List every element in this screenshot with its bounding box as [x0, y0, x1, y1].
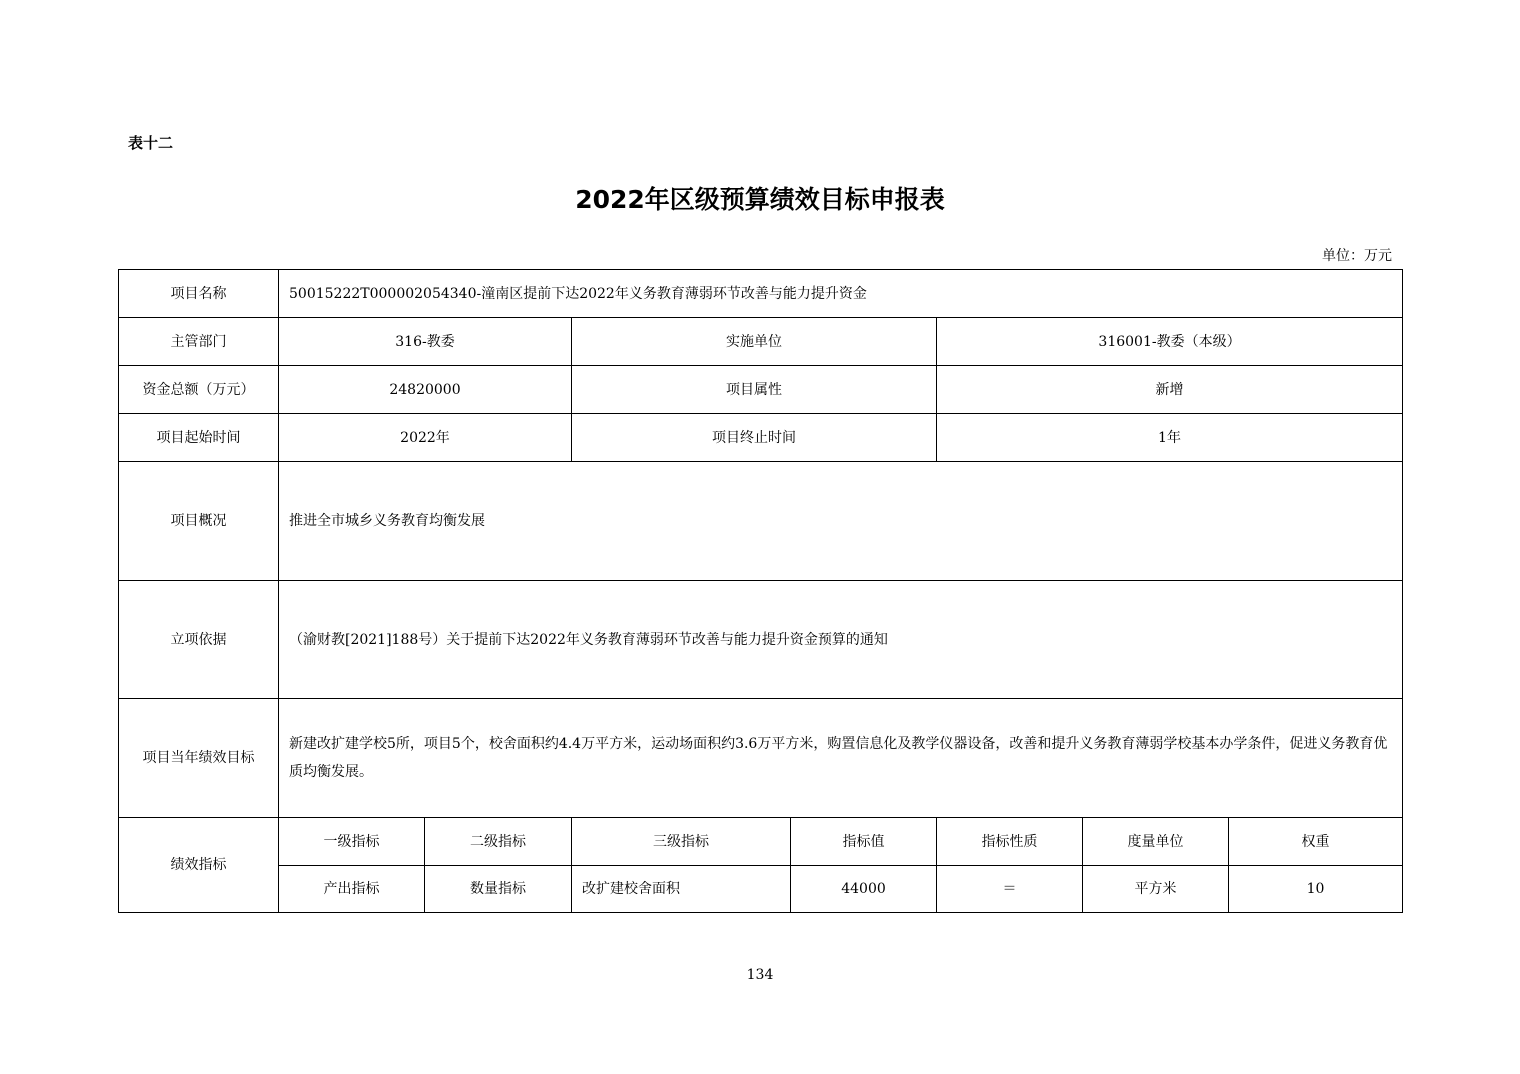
- row-project-name: [119, 270, 1403, 318]
- indicator-value: 44000: [791, 866, 937, 913]
- indicator-header-value: 指标值: [791, 818, 937, 866]
- start-time-value: 2022年: [279, 414, 572, 462]
- row-time: [119, 414, 1403, 462]
- row-basis: [119, 581, 1403, 699]
- end-time-label: 项目终止时间: [572, 414, 937, 462]
- indicator-header-nature: 指标性质: [937, 818, 1083, 866]
- indicator-header-weight: 权重: [1229, 818, 1403, 866]
- implementer-value: 316001-教委（本级）: [937, 318, 1403, 366]
- basis-label: 立项依据: [119, 581, 279, 699]
- document-title: 2022年区级预算绩效目标申报表: [575, 185, 945, 214]
- indicators-label: 绩效指标: [119, 818, 279, 913]
- total-funds-value: 24820000: [279, 366, 572, 414]
- overview-value: 推进全市城乡义务教育均衡发展: [279, 462, 1403, 581]
- indicator-row: [119, 866, 1403, 913]
- indicator-nature: ＝: [937, 866, 1083, 913]
- row-overview: [119, 462, 1403, 581]
- indicator-level1: 产出指标: [279, 866, 425, 913]
- indicator-header-level2: 二级指标: [425, 818, 572, 866]
- indicator-unit: 平方米: [1083, 866, 1229, 913]
- basis-value: （渝财教[2021]188号）关于提前下达2022年义务教育薄弱环节改善与能力提升资金预算的通知: [279, 581, 1403, 699]
- attribute-value: 新增: [937, 366, 1403, 414]
- performance-target-table: [118, 269, 1403, 913]
- implementer-label: 实施单位: [572, 318, 937, 366]
- indicator-header-level3: 三级指标: [572, 818, 791, 866]
- indicator-weight: 10: [1229, 866, 1403, 913]
- end-time-value: 1年: [937, 414, 1403, 462]
- overview-label: 项目概况: [119, 462, 279, 581]
- table-number: 表十二: [128, 134, 174, 152]
- department-label: 主管部门: [119, 318, 279, 366]
- row-annual-goal: [119, 699, 1403, 818]
- attribute-label: 项目属性: [572, 366, 937, 414]
- start-time-label: 项目起始时间: [119, 414, 279, 462]
- project-name-label: 项目名称: [119, 270, 279, 318]
- indicator-header-unit: 度量单位: [1083, 818, 1229, 866]
- indicator-level3: 改扩建校舍面积: [572, 866, 791, 913]
- row-funds: [119, 366, 1403, 414]
- indicator-level2: 数量指标: [425, 866, 572, 913]
- department-value: 316-教委: [279, 318, 572, 366]
- annual-goal-label: 项目当年绩效目标: [119, 699, 279, 818]
- row-department: [119, 318, 1403, 366]
- project-name-value: 50015222T000002054340-潼南区提前下达2022年义务教育薄弱环节改善与能力提升资金: [279, 270, 1403, 318]
- annual-goal-value: 新建改扩建学校5所，项目5个，校舍面积约4.4万平方米，运动场面积约3.6万平方米，购置信息化及教学仪器设备，改善和提升义务教育薄弱学校基本办学条件，促进义务教育优质均衡发展。: [279, 699, 1403, 818]
- unit-label: 单位：万元: [1322, 248, 1392, 264]
- row-indicator-headers: [119, 818, 1403, 866]
- indicator-header-level1: 一级指标: [279, 818, 425, 866]
- page-number: 134: [746, 967, 774, 983]
- total-funds-label: 资金总额（万元）: [119, 366, 279, 414]
